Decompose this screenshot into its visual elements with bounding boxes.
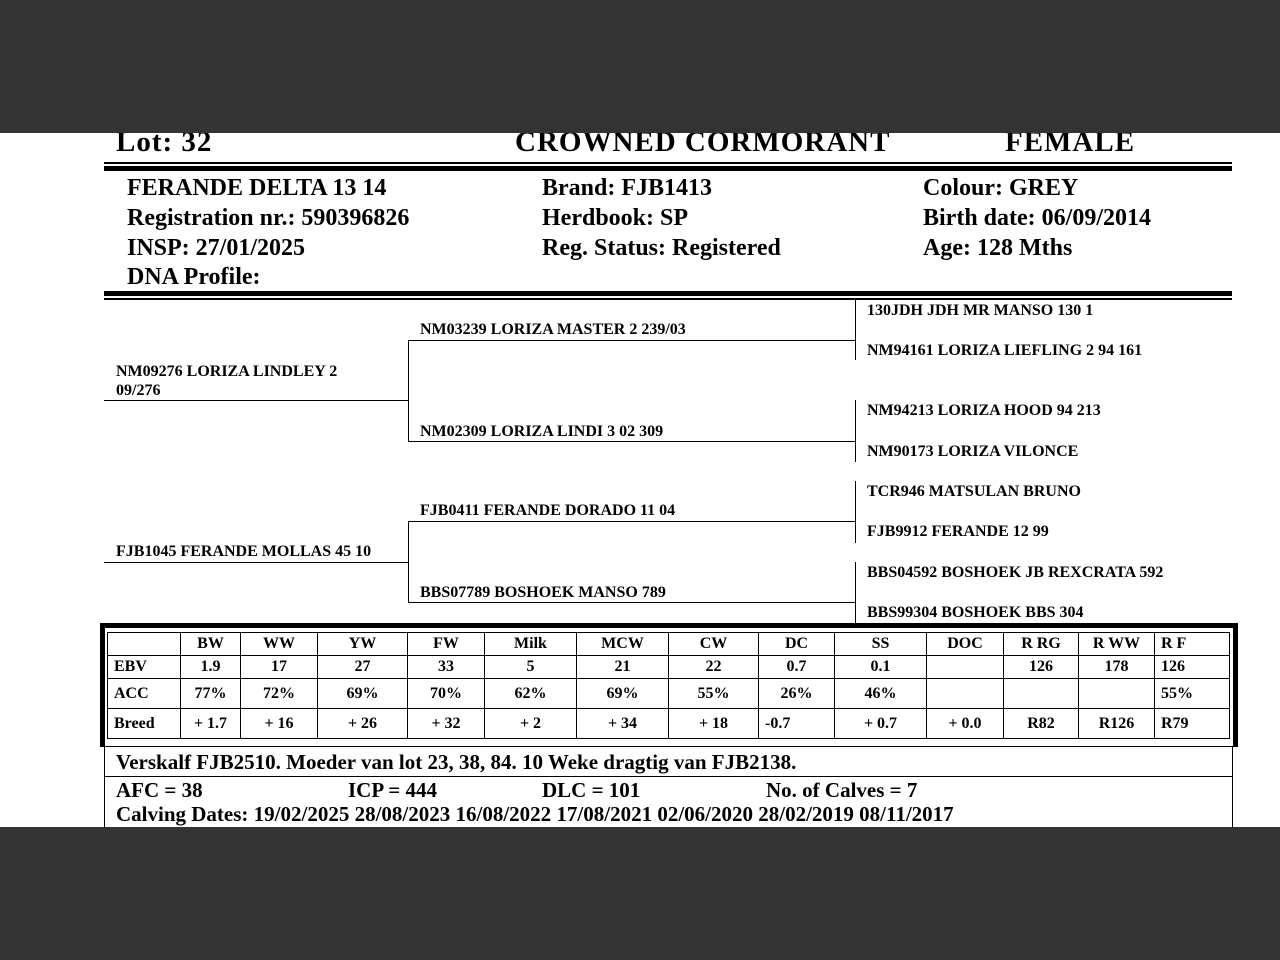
- registration-status: Reg. Status: Registered: [542, 235, 781, 261]
- calving-dates: Calving Dates: 19/02/2025 28/08/2023 16/08/2022 17/08/2021 02/06/2020 28/02/2019 08/11/2017: [116, 802, 954, 826]
- table-cell: CW: [669, 633, 759, 656]
- table-cell: -0.7: [759, 709, 835, 739]
- table-cell: 46%: [835, 679, 927, 709]
- pedigree-ggp: NM90173 LORIZA VILONCE: [867, 443, 1079, 460]
- table-cell: WW: [241, 633, 318, 656]
- ebv-frame-top: [100, 623, 1238, 628]
- pedigree-sire-dam: NM02309 LORIZA LINDI 3 02 309: [420, 423, 664, 440]
- ggp-bracket-4: [855, 562, 856, 624]
- herdbook: Herdbook: SP: [542, 205, 689, 231]
- table-cell: DC: [759, 633, 835, 656]
- birth-date: Birth date: 06/09/2014: [923, 205, 1151, 231]
- table-cell: FW: [408, 633, 485, 656]
- table-cell: + 2: [485, 709, 577, 739]
- table-cell: 26%: [759, 679, 835, 709]
- table-cell: + 34: [577, 709, 669, 739]
- table-cell: 33: [408, 656, 485, 679]
- dam-line: [104, 562, 409, 563]
- sire-bracket: [408, 340, 409, 442]
- table-cell: 69%: [577, 679, 669, 709]
- registration-number: Registration nr.: 590396826: [127, 205, 410, 231]
- breeder-name: CROWNED CORMORANT: [515, 133, 891, 158]
- table-cell: DOC: [927, 633, 1004, 656]
- ebv-header-row: [108, 633, 1230, 656]
- table-cell: 55%: [669, 679, 759, 709]
- table-cell: [108, 633, 181, 656]
- age: Age: 128 Mths: [923, 235, 1073, 261]
- table-cell: [927, 656, 1004, 679]
- table-cell: 62%: [485, 679, 577, 709]
- table-cell: SS: [835, 633, 927, 656]
- ebv-frame-left: [100, 623, 105, 747]
- colour: Colour: GREY: [923, 175, 1079, 201]
- pedigree-ggp: NM94213 LORIZA HOOD 94 213: [867, 402, 1101, 419]
- table-cell: 0.1: [835, 656, 927, 679]
- afc: AFC = 38: [116, 778, 203, 802]
- table-cell: + 0.0: [927, 709, 1004, 739]
- table-cell: R F: [1155, 633, 1230, 656]
- table-cell: Milk: [485, 633, 577, 656]
- sire-sire-line: [408, 340, 856, 341]
- header-rule-thin: [104, 162, 1232, 164]
- table-cell: [927, 679, 1004, 709]
- animal-name: FERANDE DELTA 13 14: [127, 175, 387, 201]
- ebv-frame-right: [1233, 623, 1238, 747]
- notes-box: [104, 746, 1233, 777]
- pedigree-dam-dam: BBS07789 BOSHOEK MANSO 789: [420, 584, 666, 601]
- dlc: DLC = 101: [542, 778, 641, 802]
- calving-box: [104, 776, 1233, 827]
- header-rule-thick: [104, 166, 1232, 171]
- table-cell: R RG: [1004, 633, 1079, 656]
- row-label: EBV: [108, 656, 181, 679]
- table-cell: 178: [1079, 656, 1155, 679]
- sire-line: [104, 400, 409, 401]
- inspection-date: INSP: 27/01/2025: [127, 235, 306, 261]
- dna-profile: DNA Profile:: [127, 264, 261, 290]
- table-cell: 1.9: [181, 656, 241, 679]
- pedigree-dam: FJB1045 FERANDE MOLLAS 45 10: [116, 543, 372, 560]
- number-of-calves: No. of Calves = 7: [766, 778, 918, 802]
- pedigree-ggp: BBS99304 BOSHOEK BBS 304: [867, 604, 1084, 621]
- table-cell: + 32: [408, 709, 485, 739]
- table-cell: 70%: [408, 679, 485, 709]
- sire-dam-line: [408, 441, 856, 442]
- ebv-row: [108, 656, 1230, 679]
- table-cell: 0.7: [759, 656, 835, 679]
- table-cell: 27: [318, 656, 408, 679]
- pedigree-sire-sire: NM03239 LORIZA MASTER 2 239/03: [420, 321, 686, 338]
- table-cell: + 26: [318, 709, 408, 739]
- row-label: ACC: [108, 679, 181, 709]
- table-cell: + 1.7: [181, 709, 241, 739]
- ggp-bracket-1: [855, 300, 856, 360]
- row-label: Breed: [108, 709, 181, 739]
- table-cell: [1079, 679, 1155, 709]
- table-cell: 72%: [241, 679, 318, 709]
- pedigree-ggp: 130JDH JDH MR MANSO 130 1: [867, 302, 1094, 319]
- table-cell: 69%: [318, 679, 408, 709]
- table-cell: YW: [318, 633, 408, 656]
- dam-bracket: [408, 521, 409, 603]
- table-cell: 55%: [1155, 679, 1230, 709]
- table-cell: + 0.7: [835, 709, 927, 739]
- notes-text: Verskalf FJB2510. Moeder van lot 23, 38, 84. 10 Weke dragtig van FJB2138.: [116, 750, 797, 774]
- table-cell: 126: [1004, 656, 1079, 679]
- sex-label: FEMALE: [1005, 133, 1136, 158]
- acc-row: [108, 679, 1230, 709]
- info-rule-thick: [104, 291, 1232, 296]
- pedigree-ggp: NM94161 LORIZA LIEFLING 2 94 161: [867, 342, 1143, 359]
- table-cell: R126: [1079, 709, 1155, 739]
- dam-dam-line: [408, 602, 856, 603]
- catalog-sheet: [0, 133, 1280, 827]
- ebv-table: [107, 632, 1230, 739]
- dam-sire-line: [408, 521, 856, 522]
- table-cell: 17: [241, 656, 318, 679]
- pedigree-ggp: FJB9912 FERANDE 12 99: [867, 523, 1049, 540]
- table-cell: 21: [577, 656, 669, 679]
- pedigree-ggp: BBS04592 BOSHOEK JB REXCRATA 592: [867, 564, 1164, 581]
- table-cell: 77%: [181, 679, 241, 709]
- table-cell: R79: [1155, 709, 1230, 739]
- table-cell: R82: [1004, 709, 1079, 739]
- pedigree-dam-sire: FJB0411 FERANDE DORADO 11 04: [420, 502, 676, 519]
- ggp-bracket-3: [855, 481, 856, 543]
- icp: ICP = 444: [348, 778, 437, 802]
- lot-number: Lot: 32: [116, 133, 213, 158]
- brand: Brand: FJB1413: [542, 175, 713, 201]
- breed-row: [108, 709, 1230, 739]
- table-cell: MCW: [577, 633, 669, 656]
- table-cell: 5: [485, 656, 577, 679]
- table-cell: + 16: [241, 709, 318, 739]
- table-cell: [1004, 679, 1079, 709]
- table-cell: 126: [1155, 656, 1230, 679]
- table-cell: R WW: [1079, 633, 1155, 656]
- table-cell: 22: [669, 656, 759, 679]
- table-cell: BW: [181, 633, 241, 656]
- ggp-bracket-2: [855, 400, 856, 462]
- table-cell: + 18: [669, 709, 759, 739]
- pedigree-ggp: TCR946 MATSULAN BRUNO: [867, 483, 1081, 500]
- pedigree-sire: NM09276 LORIZA LINDLEY 2 09/276: [116, 363, 338, 399]
- info-rule-thin: [104, 298, 1232, 300]
